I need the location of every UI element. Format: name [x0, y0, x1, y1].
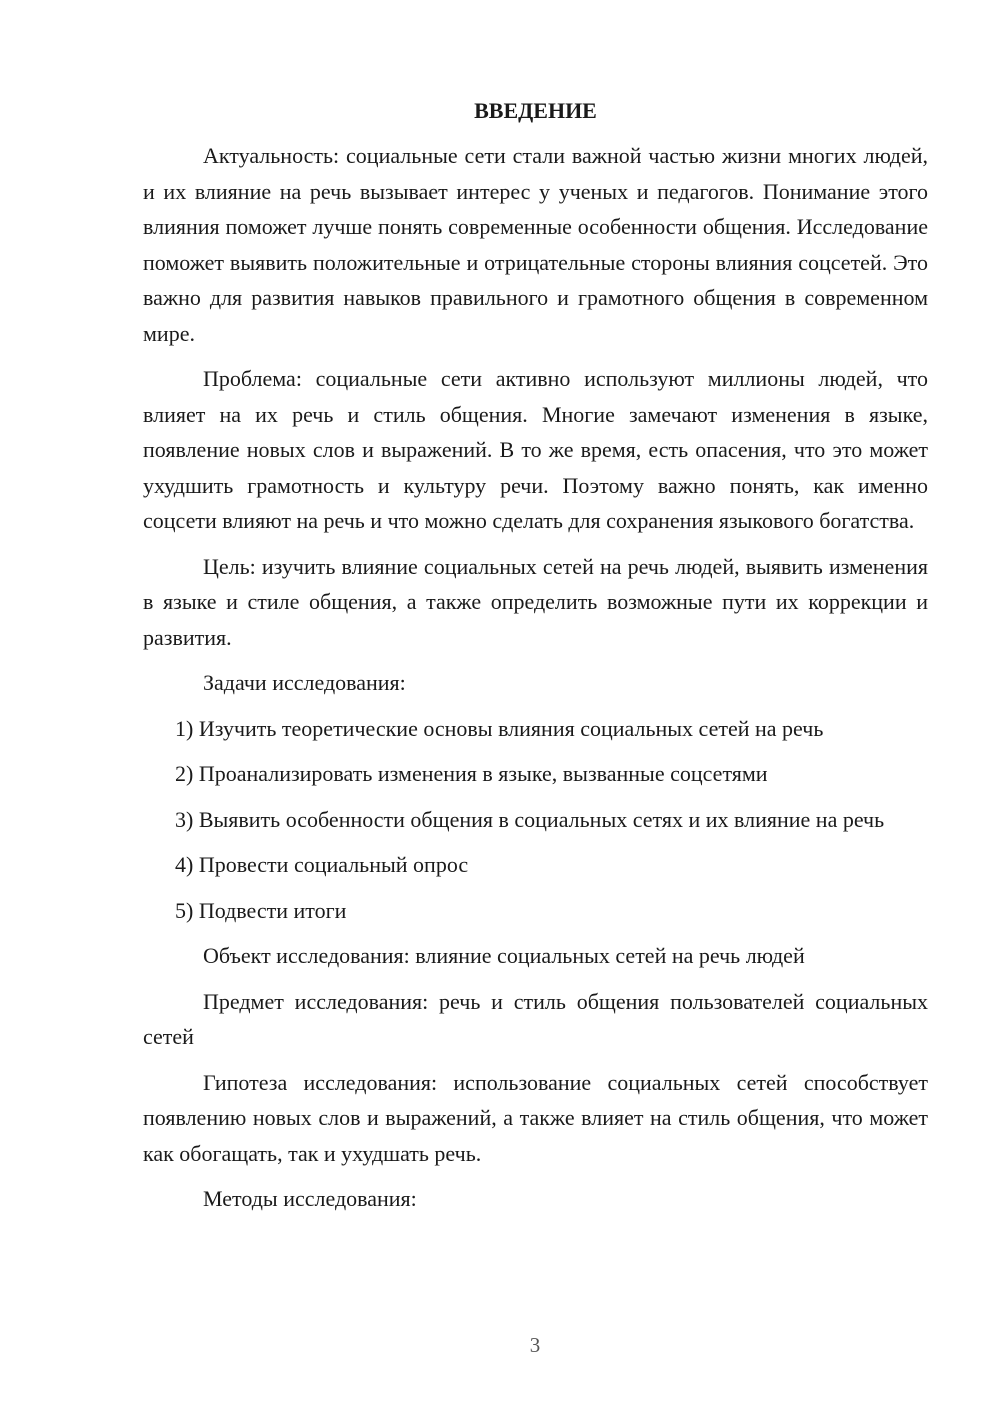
- task-item-3: 3) Выявить особенности общения в социальных сетях и их влияние на речь: [175, 806, 885, 832]
- task-item-4: 4) Провести социальный опрос: [175, 852, 469, 877]
- hypothesis-paragraph: Гипотеза исследования: использование социальных сетей способствует появлению новых слов и выражений, а также влияет на стиль общения, что может как обогащать, так и ухудшать речь.: [143, 1069, 928, 1166]
- goal-paragraph: Цель: изучить влияние социальных сетей на речь людей, выявить изменения в языке и стиле общения, а также определить возможные пути их коррекции и развития.: [143, 553, 928, 650]
- tasks-heading: Задачи исследования:: [203, 670, 406, 695]
- task-item-1: 1) Изучить теоретические основы влияния социальных сетей на речь: [175, 715, 824, 741]
- methods-heading: Методы исследования:: [203, 1186, 417, 1211]
- subject-paragraph: Предмет исследования: речь и стиль общения пользователей социальных сетей: [143, 988, 928, 1049]
- relevance-paragraph: Актуальность: социальные сети стали важной частью жизни многих людей, и их влияние на речь вызывает интерес у ученых и педагогов. Понимание этого влияния поможет лучше понять современные особенности общения. Исследование поможет выявить положительные и отрицательные стороны влияния соцсетей. Это важно для развития навыков правильного и грамотного общения в современном мире.: [143, 143, 928, 346]
- problem-paragraph: Проблема: социальные сети активно используют миллионы людей, что влияет на их речь и стиль общения. Многие замечают изменения в языке, появление новых слов и выражений. В то же время, есть опасения, что это может ухудшить грамотность и культуру речи. Поэтому важно понять, как именно соцсети влияют на речь и что можно сделать для сохранения языкового богатства.: [143, 366, 928, 533]
- task-item-5: 5) Подвести итоги: [175, 897, 347, 923]
- document-page: [143, 96, 928, 1227]
- task-item-2: 2) Проанализировать изменения в языке, вызванные соцсетями: [175, 761, 768, 786]
- section-title: ВВЕДЕНИЕ: [474, 98, 597, 123]
- object-paragraph: Объект исследования: влияние социальных сетей на речь людей: [203, 943, 805, 968]
- page-number: 3: [529, 1333, 541, 1357]
